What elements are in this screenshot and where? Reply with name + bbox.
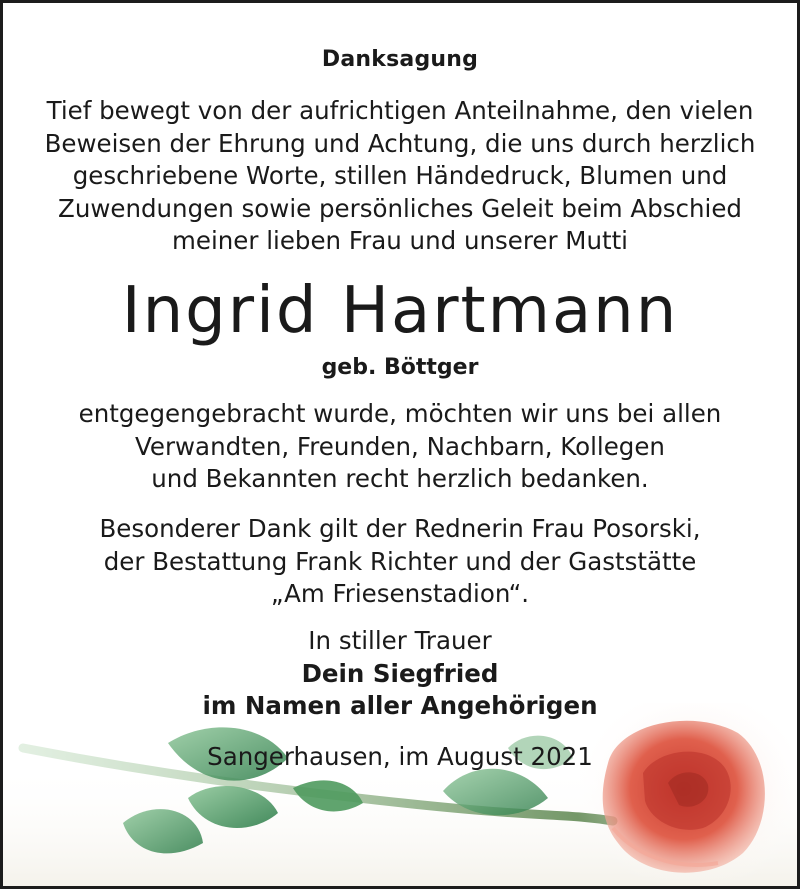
- rose-image: [3, 703, 797, 886]
- special-thanks-paragraph: [3, 513, 797, 611]
- thanks-line: und Bekannten recht herzlich bedanken.: [151, 464, 649, 493]
- thanks-line: Verwandten, Freunden, Nachbarn, Kollegen: [135, 431, 665, 461]
- intro-line: geschriebene Worte, stillen Händedruck, Blumen und: [72, 161, 728, 190]
- signatory-name: Dein Siegfried: [301, 658, 499, 688]
- deceased-name: Ingrid Hartmann: [121, 274, 679, 348]
- intro-paragraph: [3, 95, 797, 258]
- special-thanks-line: „Am Friesenstadion“.: [270, 579, 530, 608]
- special-thanks-line: Besonderer Dank gilt der Rednerin Frau Posorski,: [99, 514, 701, 543]
- mourning-phrase: In stiller Trauer: [308, 626, 492, 655]
- intro-line: Tief bewegt von der aufrichtigen Anteilnahme, den vielen: [46, 96, 754, 125]
- intro-line: Beweisen der Ehrung und Achtung, die uns durch herzlich: [44, 128, 756, 158]
- place-and-date: Sangerhausen, im August 2021: [207, 742, 593, 771]
- signatory-family: im Namen aller Angehörigen: [202, 691, 598, 720]
- thanks-line: entgegengebracht wurde, möchten wir uns bei allen: [78, 399, 722, 428]
- notice-heading: Danksagung: [321, 47, 479, 72]
- maiden-name: geb. Böttger: [321, 355, 479, 380]
- special-thanks-line: der Bestattung Frank Richter und der Gaststätte: [103, 546, 697, 576]
- thanks-paragraph: [3, 398, 797, 496]
- intro-line: meiner lieben Frau und unserer Mutti: [172, 226, 628, 255]
- intro-line: Zuwendungen sowie persönliches Geleit beim Abschied: [58, 193, 742, 223]
